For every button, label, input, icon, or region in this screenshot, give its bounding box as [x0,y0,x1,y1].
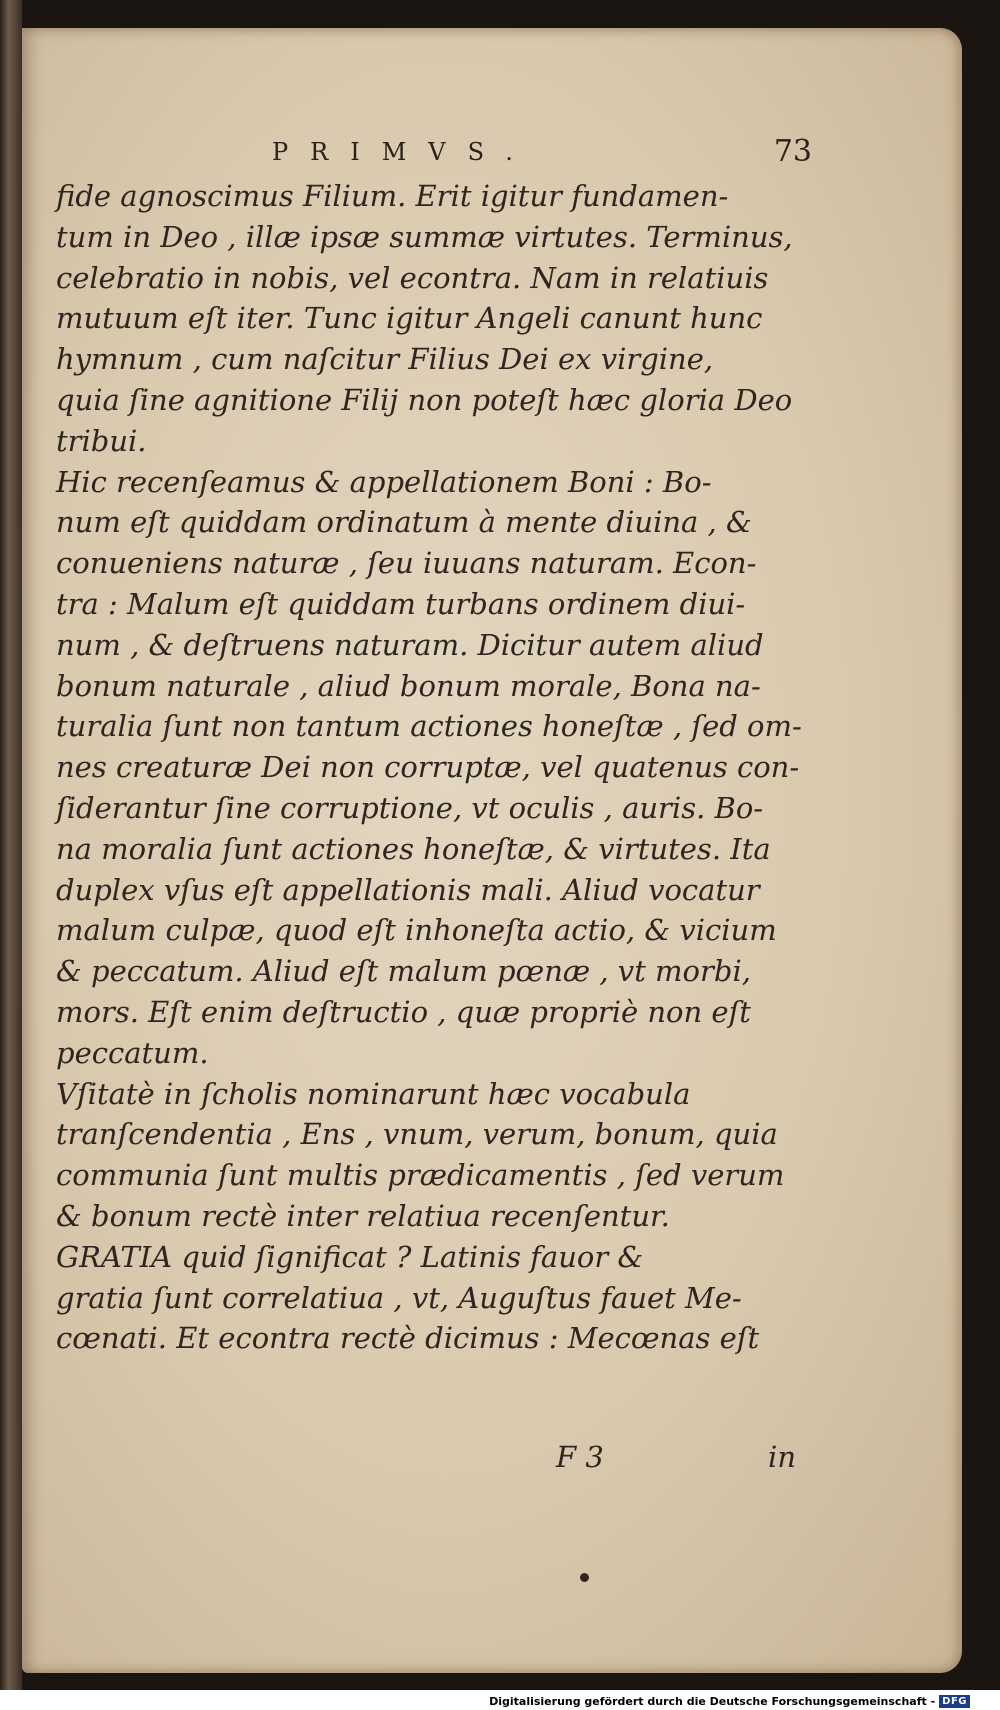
text-line: tribui. [56,423,147,458]
text-line: & peccatum. Aliud eſt malum pœnæ , vt morbi, [56,954,751,989]
text-line: communia ſunt multis prædicamentis , ſed verum [56,1158,785,1193]
text-line: celebratio in nobis, vel econtra. Nam in relatiuis [56,260,769,295]
text-line: bonum naturale , aliud bonum morale, Bona na- [56,668,761,703]
text-line: fide agnoscimus Filium. Erit igitur fundamen- [56,179,729,213]
text-line: hymnum , cum naſcitur Filius Dei ex virgine, [56,342,714,377]
text-line: duplex vſus eſt appellationis mali. Aliud vocatur [56,872,760,907]
book-binding-edge [0,0,22,1690]
text-line: Vſitatè in ſcholis nominarunt hæc vocabula [56,1076,691,1111]
text-line: malum culpæ, quod eſt inhoneſta actio, & vicium [56,913,777,948]
text-line: mutuum eſt iter. Tunc igitur Angeli canunt hunc [56,301,763,336]
credit-text: Digitalisierung gefördert durch die Deutsche Forschungsgemeinschaft - [489,1694,936,1708]
signature-mark: F 3 [556,1440,604,1474]
text-line: ſiderantur ſine corruptione, vt oculis , auris. Bo- [56,790,764,825]
text-line: Hic recenſeamus & appellationem Boni : Bo- [56,464,712,499]
body-text [56,176,802,1359]
page-number: 73 [773,134,812,169]
text-line: nes creaturæ Dei non corruptæ, vel quatenus con- [56,750,800,785]
text-line: cœnati. Et econtra rectè dicimus : Mecœnas eſt [56,1321,760,1356]
ink-dot [580,1573,589,1582]
text-line: tranſcendentia , Ens , vnum, verum, bonum, quia [56,1117,778,1152]
text-line: num eſt quiddam ordinatum à mente diuina , & [56,505,752,540]
text-line: tum in Deo , illæ ipsæ summæ virtutes. Terminus, [56,219,793,254]
text-line: mors. Eſt enim deſtructio , quæ propriè non eſt [56,994,751,1029]
running-title: PRIMVS. [272,138,535,166]
text-line: conueniens naturæ , ſeu iuuans naturam. Econ- [56,546,757,581]
text-line: GRATIA quid ſignificat ? Latinis fauor & [56,1239,644,1274]
dfg-logo-icon: DFG [939,1695,970,1708]
text-line: turalia ſunt non tantum actiones honeſtæ , ſed om- [56,709,802,744]
page-footer [56,1440,796,1480]
catchword: in [768,1440,796,1474]
digitization-credit [489,1693,970,1709]
text-line: & bonum rectè inter relatiua recenſentur. [56,1198,670,1233]
text-line: num , & deſtruens naturam. Dicitur autem aliud [56,627,764,662]
book-page [22,28,962,1673]
text-line: quia ſine agnitione Filij non poteſt hæc gloria Deo [56,382,793,417]
text-line: na moralia ſunt actiones honeſtæ, & virtutes. Ita [56,831,771,866]
text-line: peccatum. [56,1035,209,1070]
page-header [272,134,812,174]
text-line: gratia ſunt correlatiua , vt, Auguſtus fauet Me- [56,1280,742,1315]
text-line: tra : Malum eſt quiddam turbans ordinem diui- [56,586,746,621]
